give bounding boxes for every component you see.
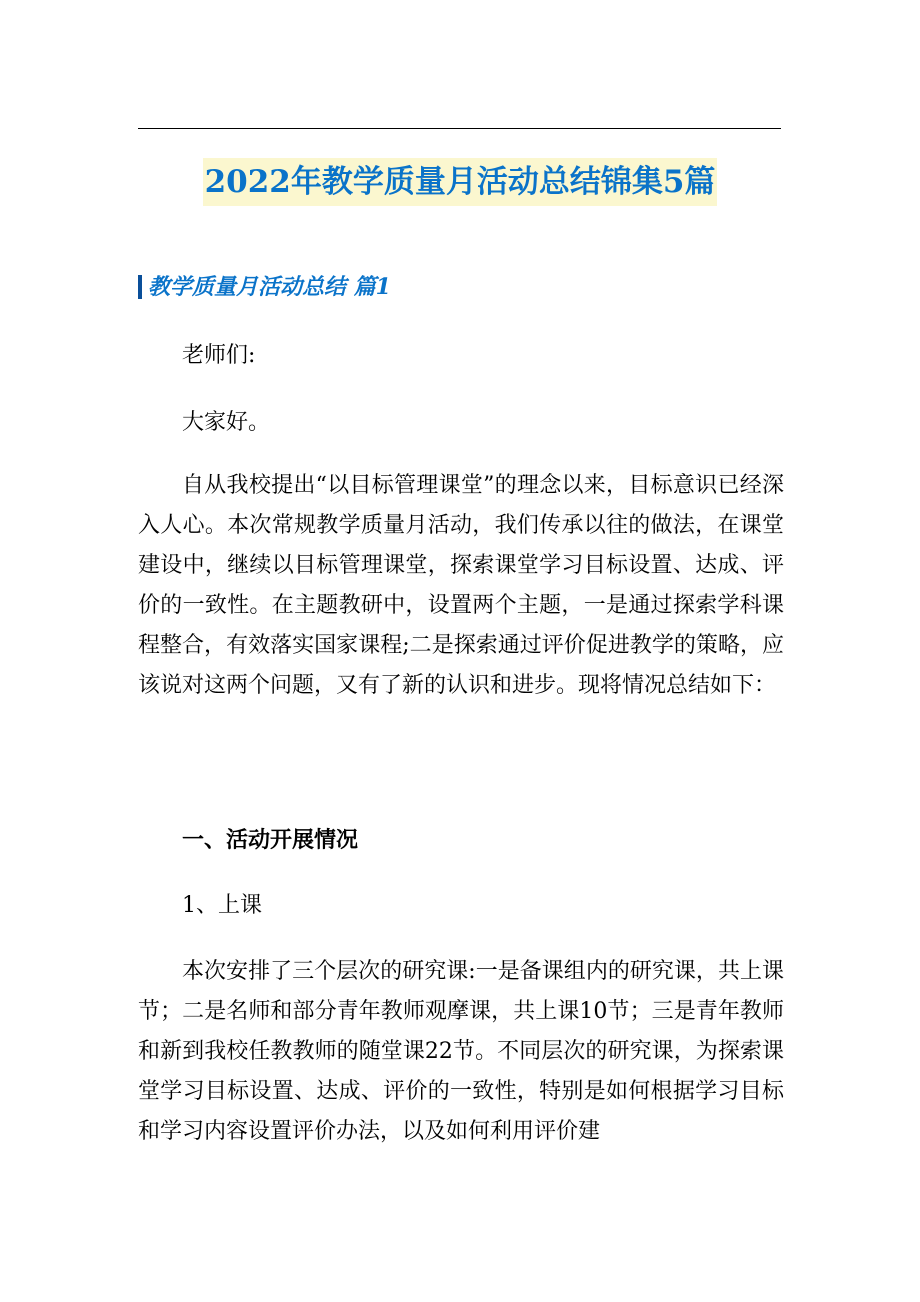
subheading-class: 1、上课: [182, 893, 262, 918]
intro-paragraph: 自从我校提出“以目标管理课堂”的理念以来，目标意识已经深入人心。本次常规教学质量月活动，我们传承以往的做法，在课堂建设中，继续以目标管理课堂，探索课堂学习目标设置、达成、评价的一致性。在主题教研中，设置两个主题，一是通过探索学科课程整合，有效落实国家课程;二是探索通过评价促进教学的策略，应该说对这两个问题，又有了新的认识和进步。现将情况总结如下：: [138, 473, 784, 698]
greeting-paragraph: 大家好。: [182, 410, 271, 435]
class-body-paragraph: 本次安排了三个层次的研究课:一是备课组内的研究课，共上课 节；二是名师和部分青年教师观摩课，共上课10节；三是青年教师和新到我校任教教师的随堂课22节。不同层次的研究课，为探索课堂学习目标设置、达成、评价的一致性，特别是如何根据学习目标和学习内容设置评价办法，以及如何利用评价建: [138, 959, 784, 1144]
document-title: 2022年教学质量月活动总结锦集5篇: [203, 158, 718, 206]
section-heading-text: 教学质量月活动总结 篇1: [148, 274, 391, 300]
activity-heading: 一、活动开展情况: [182, 827, 359, 853]
title-block: [0, 158, 920, 206]
top-divider: [138, 128, 781, 129]
section-marker-bar: [138, 275, 142, 299]
section-heading: [138, 272, 391, 302]
salutation-paragraph: 老师们:: [182, 343, 256, 368]
